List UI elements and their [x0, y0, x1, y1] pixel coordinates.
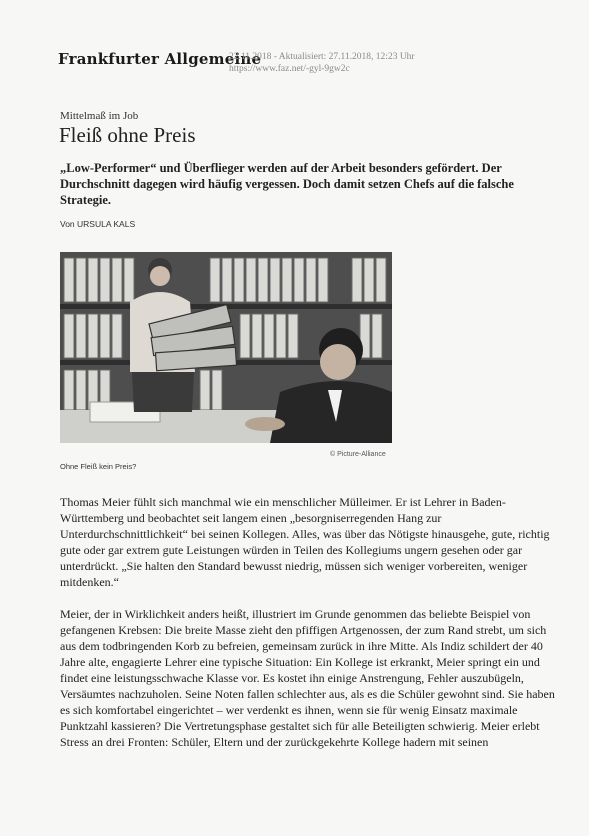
article-url: https://www.faz.net/-gyl-9gw2c — [229, 64, 350, 74]
body-paragraph: Meier, der in Wirklichkeit anders heißt, illustriert im Grunde genommen das beliebte Beispiel von gefangenen Krebsen: Die breite Masse zieht den pfiffigen Artgenossen, der zum Rand strebt, um sich aus dem todbringenden Korb zu befreien, gemeinsam zurück in ihre Mitte. Als Indiz schildert der 40 Jahre alte, engagierte Lehrer eine typische Situation: Ein Kollege ist erkrankt, Meier springt ein und findet eine leistungsschwache Klasse vor. Es kostet ihn einige Anstrengung, Fehler auszubügeln, Versäumtes nachzuholen. Seine Noten fallen schlechter aus, als es die Schüler gewohnt sind. Sie haben es sich komfortabel eingerichtet – wer verdenkt es ihnen, wenn sie für wenig Einsatz maximale Punktzahl kassieren? Die Vertretungsphase gestaltet sich für alle Beteiligten schwierig. Meier erlebt Stress an drei Fronten: Schüler, Eltern und der zurückgekehrte Kollege hadern mit seinen — [60, 607, 555, 749]
article-meta — [229, 51, 415, 75]
article-byline: Von URSULA KALS — [60, 219, 136, 229]
article-dates: 22.11.2018 - Aktualisiert: 27.11.2018, 12:23 Uhr — [229, 52, 415, 62]
photo-caption: Ohne Fleiß kein Preis? — [60, 462, 137, 471]
article-title: Fleiß ohne Preis — [59, 123, 196, 147]
masthead-logo: Frankfurter Allgemeine — [58, 50, 262, 68]
body-paragraph: Thomas Meier fühlt sich manchmal wie ein menschlicher Mülleimer. Er ist Lehrer in Baden-Württemberg und beobachtet seit langem einen „besorgniserregenden Hang zur Unterdurchschnittlichkeit“ bei seinen Kollegen. Alles, was über das Nötigste hinausgehe, gute, richtig gute oder gar extrem gute Leistungen würden in Teilen des Kollegiums ungern gesehen oder gar unterdrückt. „Sie halten den Standard bewusst niedrig, müssen sich weniger vorbereiten, weniger mitdenken.“ — [60, 495, 550, 589]
article-body — [60, 494, 555, 766]
article-lead: „Low-Performer“ und Überflieger werden auf der Arbeit besonders gefördert. Der Durchschnitt dagegen wird häufig vergessen. Doch damit setzen Chefs auf die falsche Strategie. — [60, 161, 514, 207]
article-kicker: Mittelmaß im Job — [60, 110, 139, 122]
photo-credit: © Picture-Alliance — [330, 451, 386, 458]
article-photo — [60, 252, 392, 443]
photo-illustration — [60, 252, 392, 443]
